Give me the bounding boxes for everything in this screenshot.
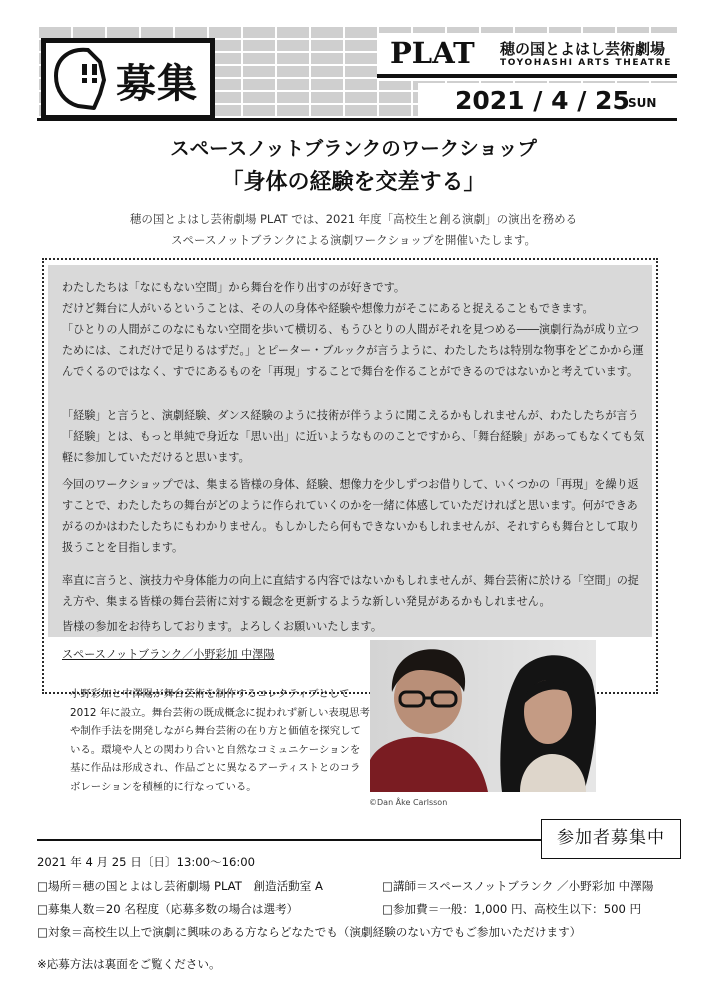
intro-line-1: 穂の国とよはし芸術劇場 PLAT では、2021 年度「高校生と創る演劇」の演出を務める [129,212,578,226]
workshop-title-line1: スペースノットブランクのワークショップ [170,137,537,160]
artist-photo [370,640,596,792]
message-paragraph-5: 皆様の参加をお待ちしております。よろしくお願いいたします。 [62,620,382,633]
theatre-name-en: TOYOHASHI ARTS THEATRE [500,58,673,68]
details-divider [37,839,541,841]
plat-underline [377,74,677,78]
theatre-name-jp: 穂の国とよはし芸術劇場 [500,40,666,58]
intro-line-2: スペースノットブランクによる演劇ワークショップを開催いたします。 [171,233,536,247]
event-target: □対象＝高校生以上で演劇に興味のある方ならどなたでも（演劇経験のない方でもご参加いただけます） [37,925,582,939]
message-author: スペースノットブランク／小野彩加 中澤陽 [62,648,275,661]
message-paragraph-2: 「経験」と言うと、演劇経験、ダンス経験のように技術が伴うように聞こえるかもしれませんが、わたしたちが言う「経験」とは、もっと単純で身近な「思い出」に近いようなもののことですから、「舞台経験」があってもなくても気軽に参加していただけると思います。 [62,409,645,464]
header-divider [37,118,677,121]
face-logo-icon [48,44,114,114]
workshop-title-line2: 「身体の経験を交差する」 [221,170,486,195]
message-paragraph-1: わたしたちは「なにもない空間」から舞台を作り出すのが好きです。 だけど舞台に人がいるということは、その人の身体や経験や想像力がそこにあると捉えることもできます。 「ひとりの人間がこのなにもない空間を歩いて横切る、もうひとりの人間がそれを見つめる――演劇行為が成り立つためには、これだけで足りるはずだ。」とピーター・ブルックが言うように、わたしたちは特別な物事をどこかから運んでくるのではなく、すでにあるものを「再現」することで舞台を作ることができるのではないかと考えています。 [62,281,644,378]
event-place: □場所＝穂の国とよはし芸術劇場 PLAT 創造活動室 A [37,879,323,893]
event-instructor: □講師＝スペースノットブランク ／小野彩加 中澤陽 [382,879,654,893]
event-date: 2021 / 4 / 25 [455,86,630,115]
application-note: ※応募方法は裏面をご覧ください。 [37,957,221,971]
photo-credit: ©Dan Åke Carlsson [369,798,448,807]
recruitment-heading: 募集 [116,61,198,107]
message-paragraph-4: 率直に言うと、演技力や身体能力の向上に直結する内容ではないかもしれませんが、舞台芸術に於ける「空間」の捉え方や、集まる皆様の舞台芸術に対する観念を更新するような新しい発見があるかもしれません。 [62,574,639,608]
event-weekday: SUN [628,96,657,110]
participant-recruiting-badge: 参加者募集中 [541,819,681,859]
artist-photo-illustration [370,640,596,792]
event-capacity: □募集人数＝20 名程度（応募多数の場合は選考） [37,902,299,916]
plat-logo-text: PLAT [390,36,475,70]
message-paragraph-3: 今回のワークショップでは、集まる皆様の身体、経験、想像力を少しずつお借りして、いくつかの「再現」を繰り返すことで、わたしたちの舞台がどのように作られていくのかを一緒に体感していただければと思います。何ができあがるのかはわたしたちにもわかりません。もしかしたら何もできないかもしれませんが、それすらも舞台として取り扱うことを目指します。 [62,478,640,554]
event-datetime: 2021 年 4 月 25 日〔日〕13:00〜16:00 [37,855,256,869]
event-fee: □参加費＝一般：1,000 円、高校生以下：500 円 [382,902,642,916]
artist-profile: 小野彩加と中澤陽が舞台芸術を制作するコレクティブとして 2012 年に設立。舞台芸術の既成概念に捉われず新しい表現思考や制作手法を開発しながら舞台芸術の在り方と価値を探究している。環境や人との関わり合いと自然なコミュニケーションを基に作品は形成され、作品ごとに異なるアーティストとのコラボレーションを積極的に行なっている。 [70,688,370,793]
